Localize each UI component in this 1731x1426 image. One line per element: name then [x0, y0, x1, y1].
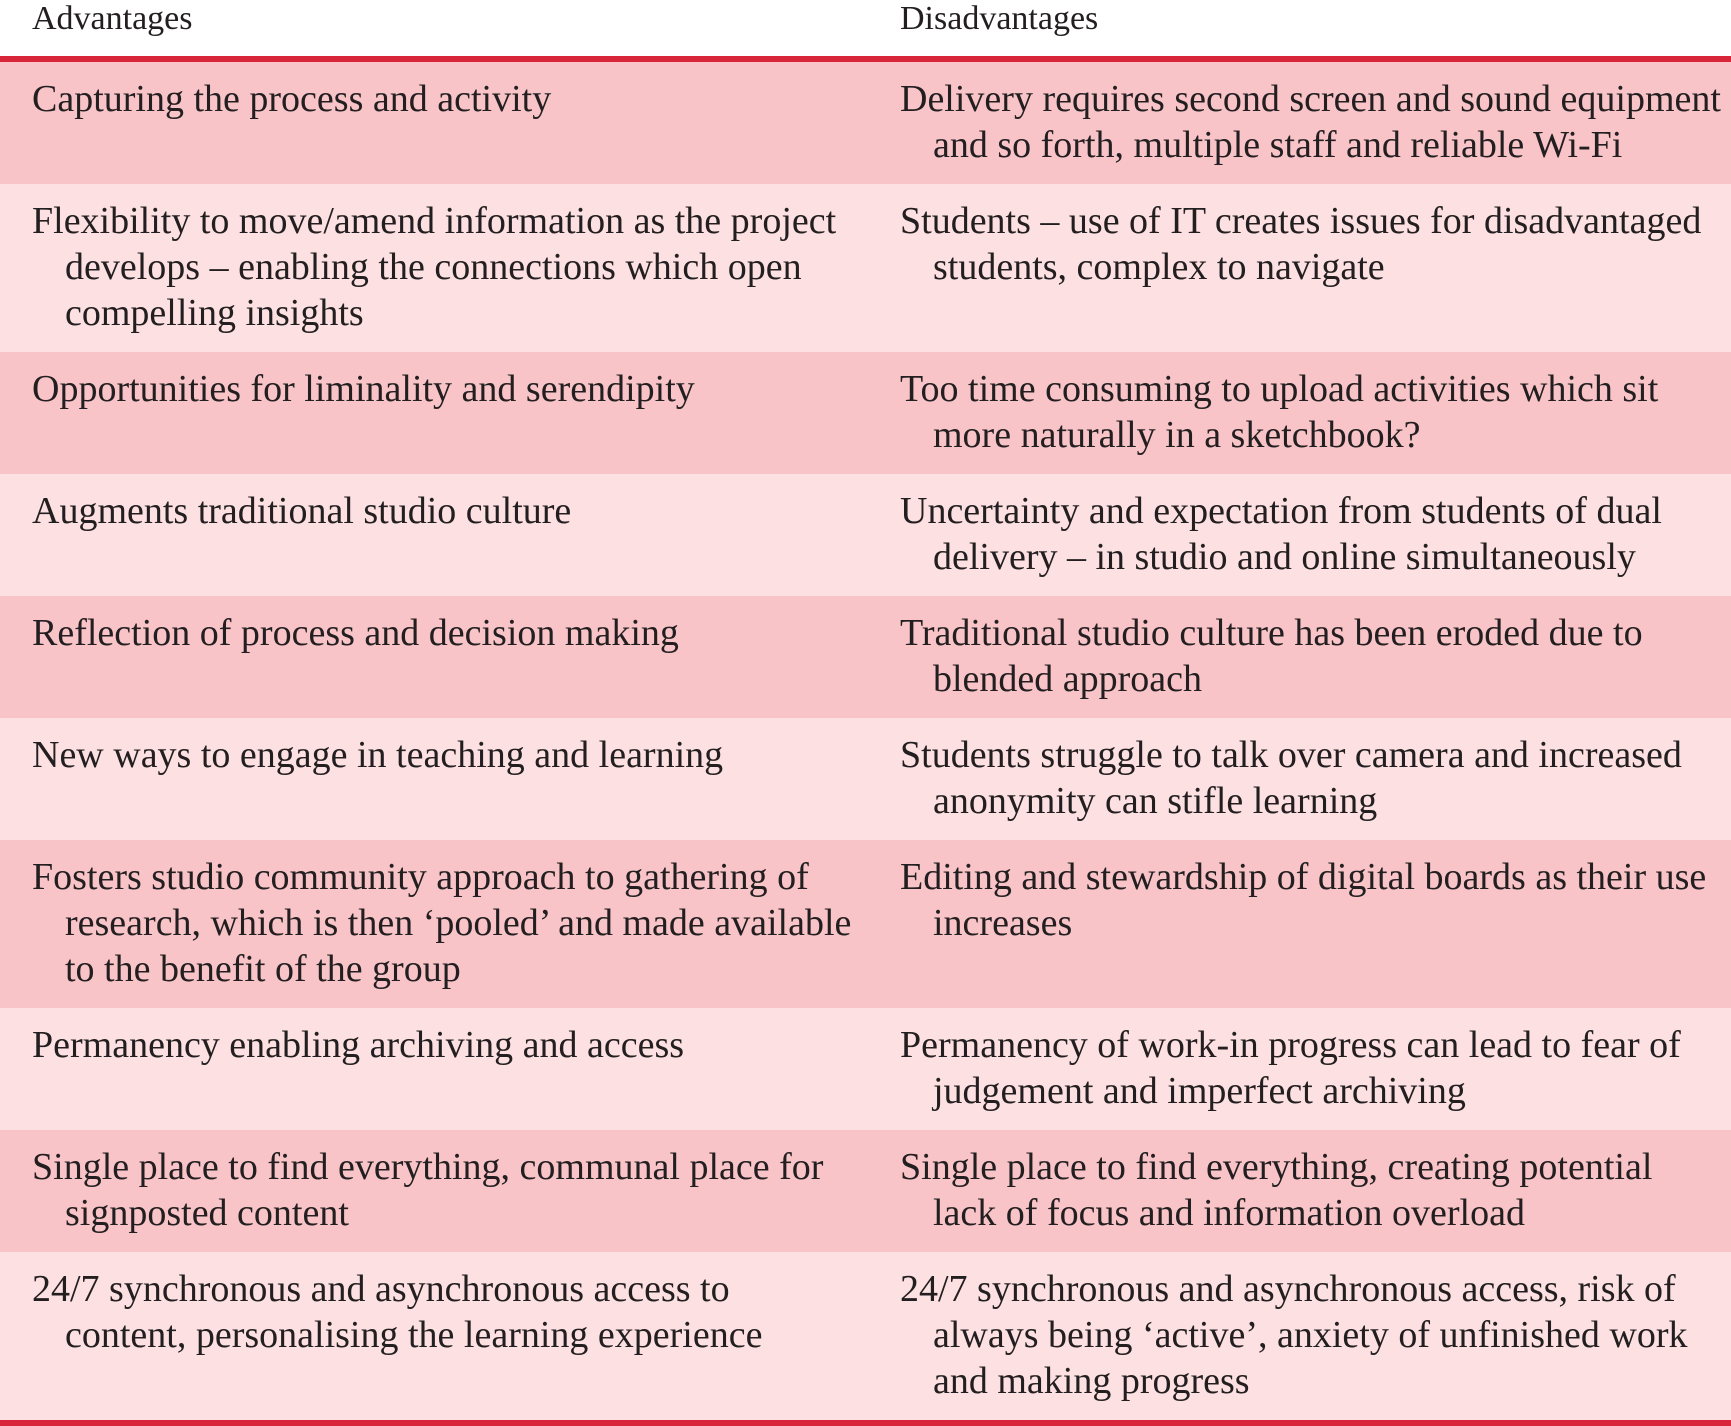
disadvantage-cell: [868, 474, 1731, 596]
disadvantage-text: 24/7 synchronous and asynchronous access, risk of always being ‘active’, anxiety of unfinished work and making progress: [900, 1268, 1688, 1402]
table-row: [0, 1008, 1731, 1130]
disadvantage-text: Traditional studio culture has been eroded due to blended approach: [900, 612, 1643, 700]
table-row: [0, 596, 1731, 718]
advantage-text: 24/7 synchronous and asynchronous access to content, personalising the learning experience: [32, 1268, 763, 1356]
advantage-text: Opportunities for liminality and serendipity: [32, 368, 695, 410]
advantage-text: Augments traditional studio culture: [32, 490, 572, 532]
advantage-text: Flexibility to move/amend information as the project develops – enabling the connections which open compelling insights: [32, 200, 837, 334]
table-row: [0, 718, 1731, 840]
table-row: [0, 184, 1731, 352]
column-header-advantages: Advantages: [0, 0, 868, 59]
disadvantage-cell: [868, 59, 1731, 184]
disadvantage-text: Permanency of work-in progress can lead to fear of judgement and imperfect archiving: [900, 1024, 1681, 1112]
disadvantage-text: Delivery requires second screen and sound equipment and so forth, multiple staff and reliable Wi-Fi: [900, 78, 1721, 166]
advantage-text: Single place to find everything, communal place for signposted content: [32, 1146, 824, 1234]
table-row: [0, 840, 1731, 1008]
table-row: [0, 1252, 1731, 1423]
advantage-cell: [0, 840, 868, 1008]
disadvantage-cell: [868, 596, 1731, 718]
disadvantage-cell: [868, 1130, 1731, 1252]
advantage-cell: [0, 474, 868, 596]
advantage-cell: [0, 1008, 868, 1130]
disadvantage-cell: [868, 184, 1731, 352]
disadvantage-cell: [868, 718, 1731, 840]
table-row: [0, 59, 1731, 184]
disadvantage-cell: [868, 840, 1731, 1008]
disadvantage-text: Students – use of IT creates issues for disadvantaged students, complex to navigate: [900, 200, 1702, 288]
table-row: [0, 474, 1731, 596]
disadvantage-cell: [868, 1008, 1731, 1130]
advantage-cell: [0, 1252, 868, 1423]
header-row: [0, 0, 1731, 59]
advantage-cell: [0, 59, 868, 184]
advantage-text: Capturing the process and activity: [32, 78, 552, 120]
advantage-cell: [0, 718, 868, 840]
advantage-text: Permanency enabling archiving and access: [32, 1024, 685, 1066]
advantage-text: New ways to engage in teaching and learning: [32, 734, 724, 776]
disadvantage-text: Editing and stewardship of digital boards as their use increases: [900, 856, 1707, 944]
disadvantage-text: Too time consuming to upload activities which sit more naturally in a sketchbook?: [900, 368, 1659, 456]
disadvantage-text: Students struggle to talk over camera and increased anonymity can stifle learning: [900, 734, 1682, 822]
disadvantage-text: Uncertainty and expectation from students of dual delivery – in studio and online simultaneously: [900, 490, 1662, 578]
advantage-cell: [0, 352, 868, 474]
disadvantage-cell: [868, 1252, 1731, 1423]
table-body: [0, 59, 1731, 1423]
table-header: [0, 0, 1731, 59]
advantage-text: Fosters studio community approach to gathering of research, which is then ‘pooled’ and made available to the benefit of the group: [32, 856, 852, 990]
advantage-cell: [0, 184, 868, 352]
advantage-cell: [0, 596, 868, 718]
table-row: [0, 352, 1731, 474]
advantage-text: Reflection of process and decision making: [32, 612, 679, 654]
disadvantage-cell: [868, 352, 1731, 474]
disadvantage-text: Single place to find everything, creating potential lack of focus and information overload: [900, 1146, 1653, 1234]
advantage-cell: [0, 1130, 868, 1252]
table-row: [0, 1130, 1731, 1252]
column-header-disadvantages: Disadvantages: [868, 0, 1731, 59]
